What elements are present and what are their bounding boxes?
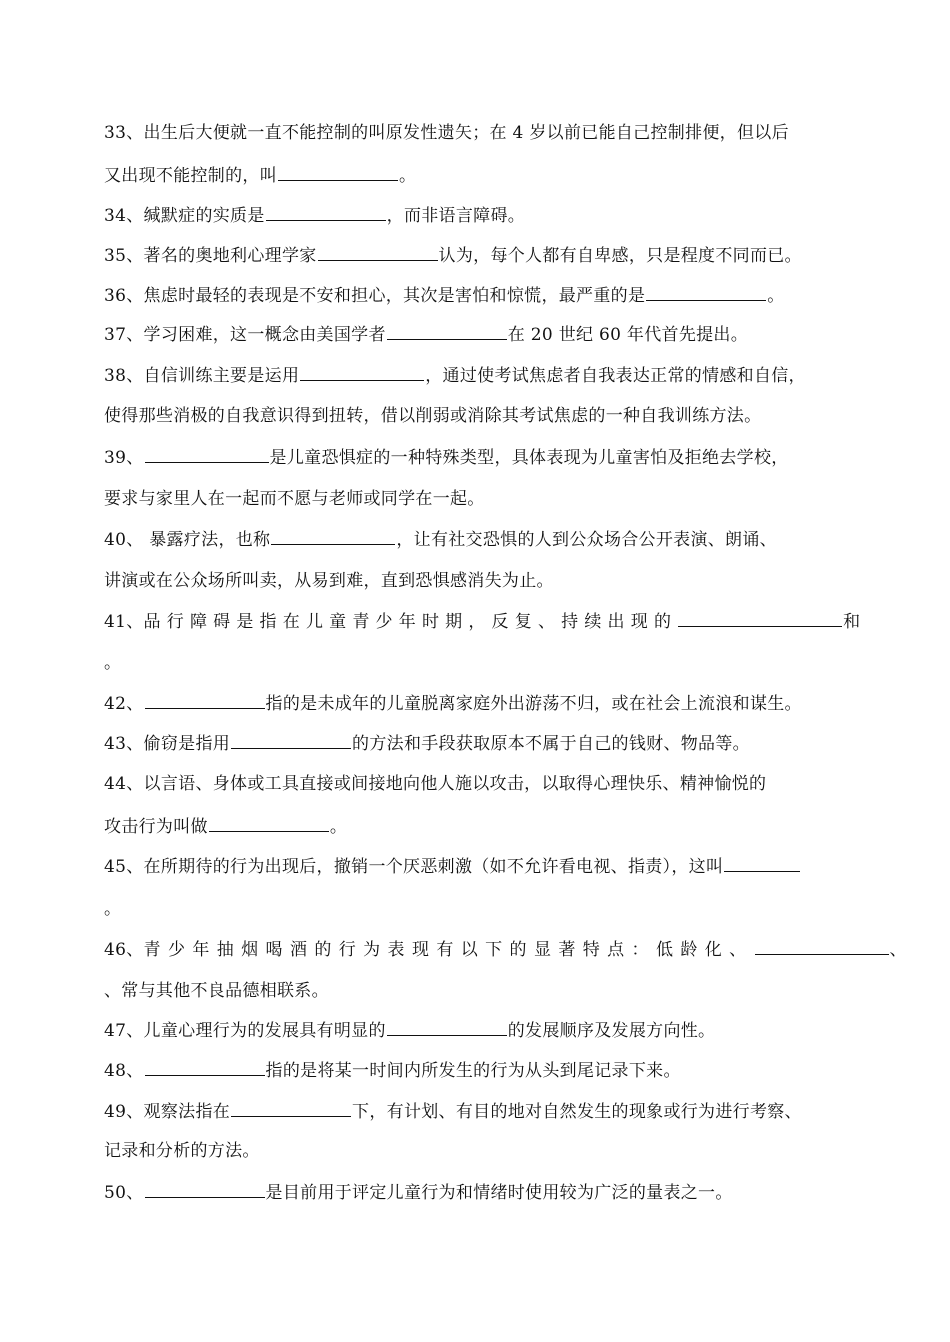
question-text: 。 [104,653,122,673]
question-text: 下，有计划、有目的地对自然发生的现象或行为进行考察、 [352,1102,802,1122]
question-50 [104,1181,864,1204]
answer-blank[interactable] [271,528,395,545]
question-38-line-2 [104,405,864,427]
question-number: 34、 [104,206,144,226]
question-number: 47、 [104,1021,144,1041]
question-42 [104,692,864,715]
answer-blank[interactable] [387,323,507,340]
answer-blank[interactable] [724,855,800,872]
question-number: 35、 [104,246,144,266]
question-number: 41、 [104,612,144,632]
answer-blank[interactable] [145,446,269,463]
answer-blank[interactable] [145,692,265,709]
question-number: 49、 [104,1102,144,1122]
question-text: 在所期待的行为出现后，撤销一个厌恶刺激（如不允许看电视、指责），这叫 [143,857,724,877]
question-49-line-2 [104,1140,864,1162]
question-text: 、 [889,940,907,960]
question-text: 。 [329,817,348,837]
question-text: ，让有社交恐惧的人到公众场合公开表演、朗诵、 [396,530,777,550]
question-text: 的发展顺序及发展方向性。 [507,1021,716,1041]
question-text: 。 [104,899,122,919]
question-33-line-2 [104,164,864,187]
question-number: 44、 [104,774,144,794]
answer-blank[interactable] [231,1100,351,1117]
question-49-line-1 [104,1100,864,1123]
question-text: 偷窃是指用 [143,734,231,754]
question-text: 焦虑时最轻的表现是不安和担心，其次是害怕和惊慌，最严重的是 [143,286,646,306]
question-47 [104,1019,864,1042]
question-text: 。 [399,166,417,186]
question-33-line-1 [104,122,864,144]
question-text: 。 [767,286,785,306]
question-number: 43、 [104,734,144,754]
question-number: 50、 [104,1183,144,1203]
question-text: 自信训练主要是运用 [143,366,300,386]
question-39-line-1 [104,446,864,469]
question-text: 指的是将某一时间内所发生的行为从头到尾记录下来。 [265,1061,681,1081]
answer-blank[interactable] [755,938,889,955]
question-43 [104,732,864,755]
question-text: 缄默症的实质是 [143,206,265,226]
question-text: ，而非语言障碍。 [386,206,526,226]
question-text: 学习困难，这一概念由美国学者 [143,325,386,345]
question-text: 品行障碍是指在儿童青少年时期，反复、持续出现的 [143,612,678,632]
question-text: 指的是未成年的儿童脱离家庭外出游荡不归，或在社会上流浪和谋生。 [265,694,802,714]
question-46-line-2 [104,980,864,1002]
question-44-line-2 [104,815,864,838]
answer-blank[interactable] [145,1059,265,1076]
question-number: 45、 [104,857,144,877]
question-34 [104,204,864,227]
question-text: ，通过使考试焦虑者自我表达正常的情感和自信， [425,366,806,386]
question-number: 48、 [104,1061,144,1081]
answer-blank[interactable] [387,1019,507,1036]
answer-blank[interactable] [231,732,351,749]
question-48 [104,1059,864,1082]
question-44-line-1 [104,773,864,795]
question-41-line-1 [104,610,864,633]
answer-blank[interactable] [318,244,438,261]
question-text: 又出现不能控制的，叫 [104,166,277,186]
question-36 [104,284,864,307]
question-text: 在 20 世纪 60 年代首先提出。 [507,325,749,345]
question-text: 讲演或在公众场所叫卖，从易到难，直到恐惧感消失为止。 [104,571,554,591]
question-45-line-2 [104,898,864,920]
question-number: 40、 [104,530,144,550]
answer-blank[interactable] [300,364,424,381]
question-text: 暴露疗法，也称 [143,530,271,550]
question-39-line-2 [104,488,864,510]
answer-blank[interactable] [646,284,766,301]
question-number: 46、 [104,940,144,960]
question-40-line-1 [104,528,864,551]
answer-blank[interactable] [266,204,386,221]
question-40-line-2 [104,570,864,592]
question-text: 攻击行为叫做 [104,817,208,837]
question-text: 是儿童恐惧症的一种特殊类型，具体表现为儿童害怕及拒绝去学校， [269,448,789,468]
question-text: 出生后大便就一直不能控制的叫原发性遗矢；在 4 岁以前已能自己控制排便，但以后 [143,123,789,143]
question-text: 儿童心理行为的发展具有明显的 [143,1021,386,1041]
question-37 [104,323,864,346]
question-text: 使得那些消极的自我意识得到扭转，借以削弱或消除其考试焦虑的一种自我训练方法。 [104,406,762,426]
question-number: 39、 [104,448,144,468]
question-text: 青少年抽烟喝酒的行为表现有以下的显著特点：低龄化、 [143,940,754,960]
question-text: 和 [843,612,861,632]
question-46-line-1 [104,938,907,961]
question-number: 37、 [104,325,144,345]
question-number: 42、 [104,694,144,714]
question-35 [104,244,864,267]
question-38-line-1 [104,364,864,387]
answer-blank[interactable] [209,815,329,832]
question-45-line-1 [104,855,864,878]
question-41-line-2 [104,652,864,674]
question-number: 36、 [104,286,144,306]
question-number: 38、 [104,366,144,386]
question-text: 以言语、身体或工具直接或间接地向他人施以攻击，以取得心理快乐、精神愉悦的 [143,774,767,794]
answer-blank[interactable] [145,1181,265,1198]
answer-blank[interactable] [278,164,398,181]
question-text: 观察法指在 [143,1102,231,1122]
question-text: 是目前用于评定儿童行为和情绪时使用较为广泛的量表之一。 [265,1183,733,1203]
question-text: 著名的奥地利心理学家 [143,246,317,266]
question-text: 要求与家里人在一起而不愿与老师或同学在一起。 [104,489,485,509]
question-text: 认为，每个人都有自卑感，只是程度不同而已。 [438,246,802,266]
question-text: 、常与其他不良品德相联系。 [104,981,329,1001]
question-number: 33、 [104,123,144,143]
answer-blank[interactable] [678,610,842,627]
question-text: 的方法和手段获取原本不属于自己的钱财、物品等。 [352,734,750,754]
question-text: 记录和分析的方法。 [104,1141,260,1161]
